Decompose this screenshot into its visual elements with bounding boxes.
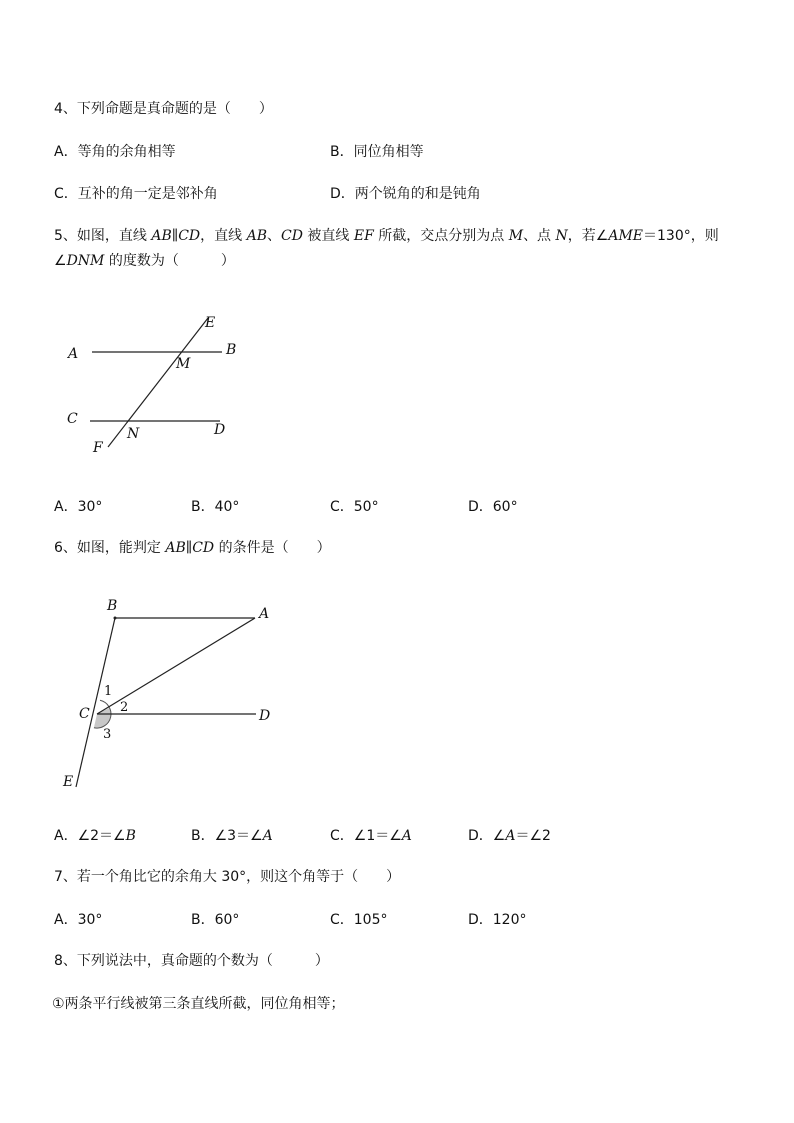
label-f: F <box>93 440 103 456</box>
q6-option-a: A．∠2＝∠B <box>54 828 136 844</box>
q5-option-a: A．30° <box>54 499 103 515</box>
q7-option-c: C．105° <box>330 912 388 928</box>
q6-option-d: D．∠A＝∠2 <box>468 828 551 844</box>
label-a: A <box>259 606 270 622</box>
angle-label-1: 1 <box>104 684 113 699</box>
q8-item-1: ①两条平行线被第三条直线所截，同位角相等； <box>52 996 345 1012</box>
q7-option-b: B．60° <box>191 912 240 928</box>
label-c: C <box>67 411 78 427</box>
label-m: M <box>176 356 191 372</box>
label-n: N <box>127 426 140 442</box>
q6-option-c: C．∠1＝∠A <box>330 828 412 844</box>
line-ef <box>108 318 208 447</box>
angle-label-3: 3 <box>103 727 112 742</box>
label-a: A <box>68 346 79 362</box>
q4-option-a: A．等角的余角相等 <box>54 144 176 160</box>
label-e: E <box>63 774 74 790</box>
label-e: E <box>205 315 216 331</box>
q4-option-d: D．两个锐角的和是钝角 <box>330 186 481 202</box>
q4-option-c: C．互补的角一定是邻补角 <box>54 186 218 202</box>
label-b: B <box>226 342 237 358</box>
q6-stem: 6、如图，能判定 AB∥CD 的条件是（ ） <box>54 540 331 556</box>
q7-option-a: A．30° <box>54 912 103 928</box>
q7-option-d: D．120° <box>468 912 527 928</box>
q5-option-b: B．40° <box>191 499 240 515</box>
q4-option-b: B．同位角相等 <box>330 144 424 160</box>
angle-label-2: 2 <box>120 700 129 715</box>
line-be <box>76 618 115 787</box>
label-b: B <box>107 598 118 614</box>
q5-stem-line1: 5、如图，直线 AB∥CD，直线 AB、CD 被直线 EF 所截，交点分别为点 M、点 N，若∠AME＝130°，则 <box>54 228 719 244</box>
label-c: C <box>79 706 90 722</box>
angle-3-shade <box>94 714 111 728</box>
q5-option-d: D．60° <box>468 499 518 515</box>
q6-figure <box>55 590 285 795</box>
q4-stem: 4、下列命题是真命题的是（ ） <box>54 101 273 117</box>
point-b <box>114 617 117 620</box>
label-d: D <box>259 708 271 724</box>
q5-figure <box>60 310 260 460</box>
label-d: D <box>214 422 226 438</box>
q5-option-c: C．50° <box>330 499 379 515</box>
q7-stem: 7、若一个角比它的余角大 30°，则这个角等于（ ） <box>54 869 401 885</box>
q8-stem: 8、下列说法中，真命题的个数为（ ） <box>54 953 329 969</box>
q6-option-b: B．∠3＝∠A <box>191 828 273 844</box>
q5-stem-line2: ∠DNM 的度数为（ ） <box>54 253 235 269</box>
